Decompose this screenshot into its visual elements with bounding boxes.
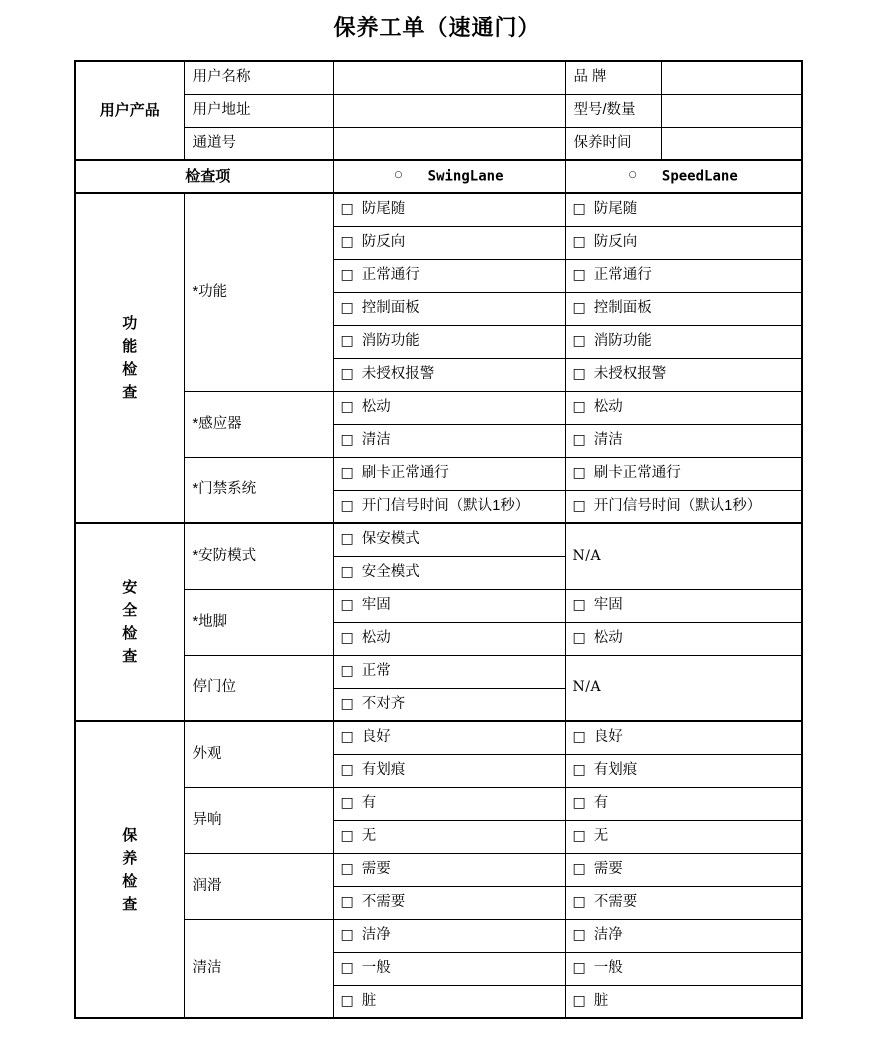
checkbox-option-swinglane[interactable]: [333, 688, 565, 721]
checkbox-option-label: 牢固: [593, 597, 623, 613]
option-row: [75, 919, 802, 952]
not-applicable-cell: N/A: [565, 523, 802, 589]
header-value-right[interactable]: [661, 61, 802, 94]
subject-label-text: 停门位: [192, 679, 236, 696]
checkbox-icon[interactable]: □: [572, 795, 586, 811]
checkbox-icon[interactable]: □: [572, 894, 586, 910]
checkbox-option-speedlane[interactable]: [565, 226, 802, 259]
checkbox-option-speedlane[interactable]: [565, 622, 802, 655]
checkbox-option-speedlane[interactable]: [565, 853, 802, 886]
checkbox-icon[interactable]: □: [572, 333, 586, 349]
checkbox-icon[interactable]: □: [572, 729, 586, 746]
checkbox-icon[interactable]: □: [572, 597, 586, 613]
section-label-2: [75, 523, 184, 721]
checkbox-option-label: 控制面板: [593, 300, 652, 316]
checkbox-option-label: 正常: [361, 663, 391, 679]
subject-label: [184, 721, 333, 787]
section-label-3: [75, 721, 184, 1018]
checkbox-option-speedlane[interactable]: [565, 721, 802, 754]
checkbox-icon[interactable]: □: [340, 465, 354, 481]
checkbox-option-label: 一般: [593, 960, 623, 976]
checkbox-option-speedlane[interactable]: [565, 886, 802, 919]
radio-icon[interactable]: ○: [394, 169, 403, 180]
checkbox-option-label: 无: [361, 828, 377, 844]
header-key-left: 用户地址: [184, 94, 333, 127]
checkbox-option-label: 清洁: [593, 432, 623, 448]
checkbox-icon[interactable]: □: [340, 795, 354, 811]
checkbox-option-label: 开门信号时间（默认1秒）: [361, 497, 530, 514]
checkbox-option-swinglane[interactable]: [333, 490, 565, 523]
option-row: [75, 853, 802, 886]
checkbox-option-label: 清洁: [361, 432, 391, 448]
checkbox-option-swinglane[interactable]: [333, 820, 565, 853]
checkbox-option-label: 良好: [361, 729, 391, 746]
checkbox-option-swinglane[interactable]: [333, 523, 565, 556]
checkbox-icon[interactable]: □: [340, 564, 354, 580]
checkbox-option-label: 不需要: [593, 894, 638, 910]
checkbox-option-swinglane[interactable]: [333, 853, 565, 886]
checkbox-icon[interactable]: □: [340, 729, 354, 746]
checkbox-icon[interactable]: □: [572, 201, 586, 218]
header-key-right: 品 牌: [565, 61, 661, 94]
header-key-left: 用户名称: [184, 61, 333, 94]
group-label-text: 保 养 检 查: [122, 826, 138, 913]
subject-label-text: *功能: [192, 283, 228, 300]
option-row: [75, 193, 802, 226]
checkbox-icon[interactable]: □: [572, 234, 586, 250]
checkbox-icon[interactable]: □: [340, 399, 354, 415]
subject-label-text: 异响: [192, 811, 222, 828]
group-label-text: 安 全 检 查: [122, 579, 138, 665]
checkbox-icon[interactable]: □: [572, 267, 586, 283]
checkbox-option-label: 未授权报警: [593, 366, 667, 382]
lane-option-speedlane[interactable]: [565, 160, 802, 193]
subject-label-text: 清洁: [192, 959, 222, 976]
checkbox-option-swinglane[interactable]: [333, 259, 565, 292]
lane-option-swinglane[interactable]: [333, 160, 565, 193]
subject-label-text: *门禁系统: [192, 481, 257, 498]
option-row: [75, 655, 802, 688]
checkbox-option-label: 开门信号时间（默认1秒）: [593, 497, 762, 514]
header-row: [75, 61, 802, 94]
checkbox-icon[interactable]: □: [572, 828, 586, 844]
checkbox-icon[interactable]: □: [572, 960, 586, 976]
checkbox-icon[interactable]: □: [340, 894, 354, 910]
checkbox-icon[interactable]: □: [572, 497, 586, 514]
option-row: [75, 787, 802, 820]
checkbox-icon[interactable]: □: [572, 992, 586, 1009]
checkbox-icon[interactable]: □: [572, 465, 586, 481]
checkbox-icon[interactable]: □: [340, 267, 354, 283]
header-row: [75, 127, 802, 160]
checkbox-option-swinglane[interactable]: [333, 292, 565, 325]
section-label-1: [75, 193, 184, 523]
checkbox-option-label: 保安模式: [361, 531, 420, 548]
checkbox-option-swinglane[interactable]: [333, 655, 565, 688]
option-row: [75, 721, 802, 754]
lane-label: SpeedLane: [661, 168, 738, 185]
header-value-right[interactable]: [661, 127, 802, 160]
checkbox-option-label: 松动: [361, 630, 391, 646]
checkbox-option-speedlane[interactable]: [565, 358, 802, 391]
checkbox-option-swinglane[interactable]: [333, 193, 565, 226]
checkbox-option-speedlane[interactable]: [565, 754, 802, 787]
checkbox-option-swinglane[interactable]: [333, 886, 565, 919]
checkbox-option-speedlane[interactable]: [565, 952, 802, 985]
subject-label: [184, 589, 333, 655]
checkbox-option-swinglane[interactable]: [333, 622, 565, 655]
checkbox-option-label: 无: [593, 828, 609, 844]
checkbox-option-label: 防尾随: [361, 201, 406, 218]
checkbox-option-swinglane[interactable]: [333, 919, 565, 952]
checkbox-option-speedlane[interactable]: [565, 391, 802, 424]
checkbox-option-swinglane[interactable]: [333, 358, 565, 391]
checkbox-option-label: 正常通行: [593, 267, 652, 283]
checkbox-option-label: 松动: [593, 399, 623, 415]
not-applicable-cell: N/A: [565, 655, 802, 721]
checkbox-option-label: 控制面板: [361, 300, 420, 316]
checkbox-option-swinglane[interactable]: [333, 391, 565, 424]
inspection-header-row: [75, 160, 802, 193]
subject-label: [184, 787, 333, 853]
radio-icon[interactable]: ○: [628, 169, 637, 180]
checkbox-option-speedlane[interactable]: [565, 325, 802, 358]
checkbox-icon[interactable]: □: [572, 762, 586, 778]
checkbox-option-speedlane[interactable]: [565, 259, 802, 292]
checkbox-option-label: 洁净: [361, 927, 391, 943]
checkbox-option-speedlane[interactable]: [565, 193, 802, 226]
subject-label-text: *地脚: [192, 613, 228, 630]
header-key-right: 型号/数量: [565, 94, 661, 127]
checkbox-option-label: 消防功能: [593, 333, 652, 349]
checkbox-option-speedlane[interactable]: [565, 292, 802, 325]
checkbox-option-label: 有划痕: [361, 762, 406, 778]
checkbox-option-label: 松动: [361, 399, 391, 415]
checkbox-option-label: 一般: [361, 960, 391, 976]
checkbox-option-label: 防尾随: [593, 201, 638, 218]
checkbox-option-speedlane[interactable]: [565, 919, 802, 952]
subject-label: [184, 919, 333, 1018]
header-value-left[interactable]: [333, 94, 565, 127]
lane-label: SwingLane: [427, 168, 504, 185]
checkbox-icon[interactable]: □: [340, 234, 354, 250]
checkbox-icon[interactable]: □: [340, 992, 354, 1009]
checkbox-option-label: 有划痕: [593, 762, 638, 778]
inspection-items-label: 检查项: [75, 160, 333, 193]
checkbox-icon[interactable]: □: [340, 366, 354, 382]
checkbox-icon[interactable]: □: [572, 927, 586, 943]
checkbox-icon[interactable]: □: [340, 695, 354, 712]
subject-label: [184, 193, 333, 391]
subject-label: [184, 853, 333, 919]
table-body: [75, 61, 802, 1018]
subject-label: [184, 655, 333, 721]
checkbox-icon[interactable]: □: [340, 828, 354, 844]
header-value-left[interactable]: [333, 127, 565, 160]
checkbox-option-swinglane[interactable]: [333, 721, 565, 754]
checkbox-option-label: 安全模式: [361, 564, 420, 580]
checkbox-option-label: 有: [361, 795, 377, 811]
checkbox-icon[interactable]: □: [572, 366, 586, 382]
checkbox-option-swinglane[interactable]: [333, 424, 565, 457]
checkbox-icon[interactable]: □: [340, 861, 354, 877]
checkbox-option-swinglane[interactable]: [333, 754, 565, 787]
checkbox-option-swinglane[interactable]: [333, 985, 565, 1018]
checkbox-icon[interactable]: □: [572, 861, 586, 877]
checkbox-option-speedlane[interactable]: [565, 457, 802, 490]
checkbox-option-swinglane[interactable]: [333, 226, 565, 259]
checkbox-option-label: 需要: [361, 861, 391, 877]
subject-label: [184, 523, 333, 589]
header-value-right[interactable]: [661, 94, 802, 127]
page-title: 保养工单（速通门）: [333, 15, 541, 41]
checkbox-option-label: 良好: [593, 729, 623, 746]
checkbox-option-speedlane[interactable]: [565, 787, 802, 820]
checkbox-option-label: 需要: [593, 861, 623, 877]
checkbox-icon[interactable]: □: [340, 762, 354, 778]
checkbox-option-speedlane[interactable]: [565, 985, 802, 1018]
checkbox-option-speedlane[interactable]: [565, 589, 802, 622]
checkbox-option-label: 防反向: [361, 234, 406, 250]
header-row: [75, 94, 802, 127]
checkbox-option-label: 脏: [593, 992, 609, 1009]
option-row: [75, 523, 802, 556]
subject-label-text: *感应器: [192, 415, 242, 432]
checkbox-icon[interactable]: □: [572, 300, 586, 316]
header-key-left: 通道号: [184, 127, 333, 160]
checkbox-icon[interactable]: □: [340, 333, 354, 349]
subject-label: [184, 457, 333, 523]
checkbox-option-speedlane[interactable]: [565, 820, 802, 853]
checkbox-icon[interactable]: □: [340, 630, 354, 646]
checkbox-option-swinglane[interactable]: [333, 589, 565, 622]
checkbox-icon[interactable]: □: [340, 531, 354, 548]
checkbox-option-label: 松动: [593, 630, 623, 646]
checkbox-option-label: 正常通行: [361, 267, 420, 283]
checkbox-icon[interactable]: □: [572, 630, 586, 646]
checkbox-icon[interactable]: □: [340, 960, 354, 976]
subject-label-text: 外观: [192, 745, 222, 762]
checkbox-icon[interactable]: □: [340, 927, 354, 943]
checkbox-icon[interactable]: □: [340, 432, 354, 448]
header-key-right: 保养时间: [565, 127, 661, 160]
group-label-text: 功 能 检 查: [122, 315, 138, 401]
checkbox-option-swinglane[interactable]: [333, 952, 565, 985]
checkbox-option-label: 刷卡正常通行: [361, 465, 449, 481]
checkbox-option-label: 未授权报警: [361, 366, 435, 382]
maintenance-form-table: [74, 60, 803, 1019]
checkbox-icon[interactable]: □: [572, 432, 586, 448]
option-row: [75, 589, 802, 622]
checkbox-option-label: 脏: [361, 992, 377, 1009]
header-group-label: 用户产品: [75, 61, 184, 160]
checkbox-icon[interactable]: □: [340, 201, 354, 218]
checkbox-icon[interactable]: □: [340, 663, 354, 679]
option-row: [75, 391, 802, 424]
checkbox-option-swinglane[interactable]: [333, 787, 565, 820]
subject-label-text: 润滑: [192, 877, 222, 894]
checkbox-option-label: 不对齐: [361, 695, 406, 712]
checkbox-icon[interactable]: □: [340, 597, 354, 613]
checkbox-option-swinglane[interactable]: [333, 457, 565, 490]
checkbox-option-label: 刷卡正常通行: [593, 465, 681, 481]
checkbox-option-label: 有: [593, 795, 609, 811]
checkbox-option-label: 牢固: [361, 597, 391, 613]
checkbox-option-swinglane[interactable]: [333, 556, 565, 589]
checkbox-option-label: 不需要: [361, 894, 406, 910]
checkbox-icon[interactable]: □: [340, 497, 354, 514]
subject-label-text: *安防模式: [192, 547, 257, 564]
checkbox-icon[interactable]: □: [572, 399, 586, 415]
checkbox-option-label: 洁净: [593, 927, 623, 943]
checkbox-option-speedlane[interactable]: [565, 424, 802, 457]
option-row: [75, 457, 802, 490]
checkbox-option-label: 消防功能: [361, 333, 420, 349]
header-value-left[interactable]: [333, 61, 565, 94]
subject-label: [184, 391, 333, 457]
checkbox-icon[interactable]: □: [340, 300, 354, 316]
checkbox-option-speedlane[interactable]: [565, 490, 802, 523]
checkbox-option-label: 防反向: [593, 234, 638, 250]
checkbox-option-swinglane[interactable]: [333, 325, 565, 358]
